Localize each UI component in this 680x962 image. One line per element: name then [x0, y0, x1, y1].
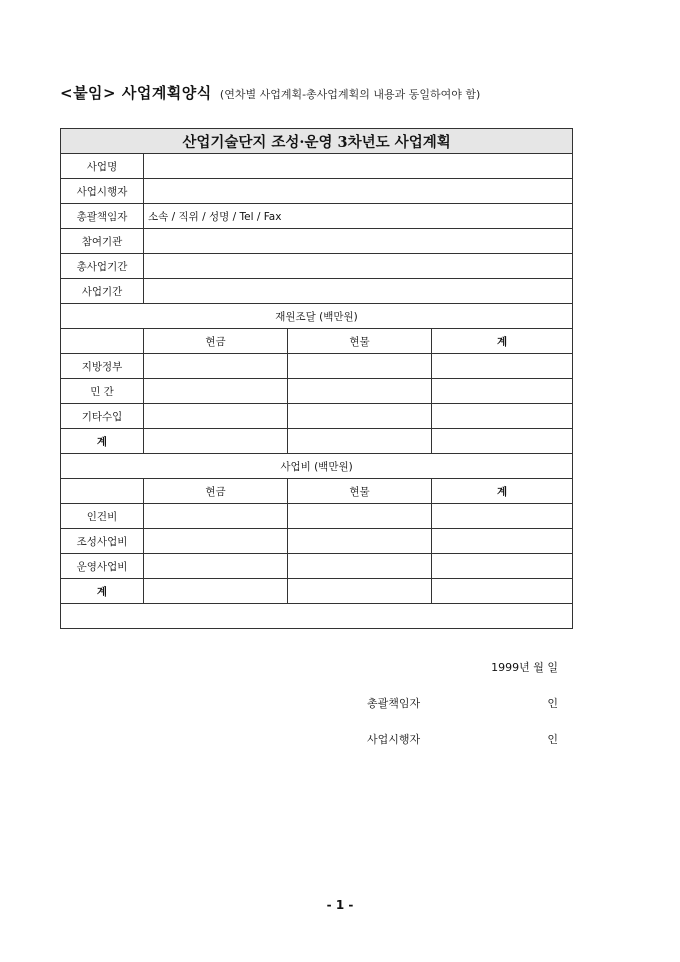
expense-total-label: 계 — [61, 579, 144, 604]
info-label: 총괄책임자 — [61, 204, 144, 229]
info-value[interactable] — [144, 179, 573, 204]
amount-cell[interactable] — [288, 504, 432, 529]
funding-row — [61, 354, 573, 379]
funding-row-label: 지방정부 — [61, 354, 144, 379]
column-header-total: 계 — [432, 479, 573, 504]
info-label: 사업시행자 — [61, 179, 144, 204]
info-row — [61, 279, 573, 304]
column-header-in-kind: 현물 — [288, 329, 432, 354]
amount-cell[interactable] — [144, 354, 288, 379]
funding-row-label: 기타수입 — [61, 404, 144, 429]
amount-cell[interactable] — [432, 579, 573, 604]
column-header-in-kind: 현물 — [288, 479, 432, 504]
expense-header-row — [61, 479, 573, 504]
amount-cell[interactable] — [432, 554, 573, 579]
amount-cell[interactable] — [144, 379, 288, 404]
signature-date: 1999년 월 일 — [491, 661, 559, 674]
info-value[interactable] — [144, 229, 573, 254]
info-value[interactable] — [144, 154, 573, 179]
manager-seal[interactable]: 인 — [547, 697, 559, 710]
manager-label: 총괄책임자 — [367, 697, 421, 710]
column-header-cash: 현금 — [144, 479, 288, 504]
amount-cell[interactable] — [144, 579, 288, 604]
amount-cell[interactable] — [432, 379, 573, 404]
funding-header-row — [61, 329, 573, 354]
amount-cell[interactable] — [288, 554, 432, 579]
page-number: - 1 - — [326, 898, 354, 912]
info-row — [61, 179, 573, 204]
amount-cell[interactable] — [432, 429, 573, 454]
amount-cell[interactable] — [288, 579, 432, 604]
blank-cell — [61, 329, 144, 354]
info-row — [61, 204, 573, 229]
amount-cell[interactable] — [288, 404, 432, 429]
expense-row-label: 조성사업비 — [61, 529, 144, 554]
form-title: 산업기술단지 조성·운영 3차년도 사업계획 — [61, 129, 573, 154]
funding-row — [61, 379, 573, 404]
funding-section-title: 재원조달 (백만원) — [61, 304, 573, 329]
amount-cell[interactable] — [144, 429, 288, 454]
amount-cell[interactable] — [432, 354, 573, 379]
info-label: 사업기간 — [61, 279, 144, 304]
column-header-total: 계 — [432, 329, 573, 354]
amount-cell[interactable] — [288, 354, 432, 379]
info-row — [61, 254, 573, 279]
info-label: 사업명 — [61, 154, 144, 179]
info-value[interactable] — [144, 254, 573, 279]
operator-label: 사업시행자 — [367, 733, 421, 746]
amount-cell[interactable] — [432, 529, 573, 554]
header-note: (연차별 사업계획-총사업계획의 내용과 동일하여야 함) — [219, 88, 481, 101]
info-value[interactable] — [144, 279, 573, 304]
amount-cell[interactable] — [144, 404, 288, 429]
info-label: 참여기관 — [61, 229, 144, 254]
funding-total-row — [61, 429, 573, 454]
info-value[interactable]: 소속 / 직위 / 성명 / Tel / Fax — [144, 204, 573, 229]
signature-section — [61, 604, 573, 746]
expense-row — [61, 529, 573, 554]
expense-row-label: 인건비 — [61, 504, 144, 529]
info-row — [61, 229, 573, 254]
expense-total-row — [61, 579, 573, 604]
amount-cell[interactable] — [288, 379, 432, 404]
amount-cell[interactable] — [288, 429, 432, 454]
funding-row-label: 민 간 — [61, 379, 144, 404]
funding-row — [61, 404, 573, 429]
info-label: 총사업기간 — [61, 254, 144, 279]
amount-cell[interactable] — [288, 529, 432, 554]
business-plan-form — [60, 128, 573, 746]
expense-section-title: 사업비 (백만원) — [61, 454, 573, 479]
funding-total-label: 계 — [61, 429, 144, 454]
amount-cell[interactable] — [144, 529, 288, 554]
amount-cell[interactable] — [144, 554, 288, 579]
amount-cell[interactable] — [432, 404, 573, 429]
expense-row — [61, 504, 573, 529]
document-header — [60, 82, 640, 103]
info-row — [61, 154, 573, 179]
amount-cell[interactable] — [144, 504, 288, 529]
operator-seal[interactable]: 인 — [547, 733, 559, 746]
amount-cell[interactable] — [432, 504, 573, 529]
expense-row-label: 운영사업비 — [61, 554, 144, 579]
expense-row — [61, 554, 573, 579]
column-header-cash: 현금 — [144, 329, 288, 354]
header-title: <붙임> 사업계획양식 — [60, 84, 212, 102]
blank-cell — [61, 479, 144, 504]
